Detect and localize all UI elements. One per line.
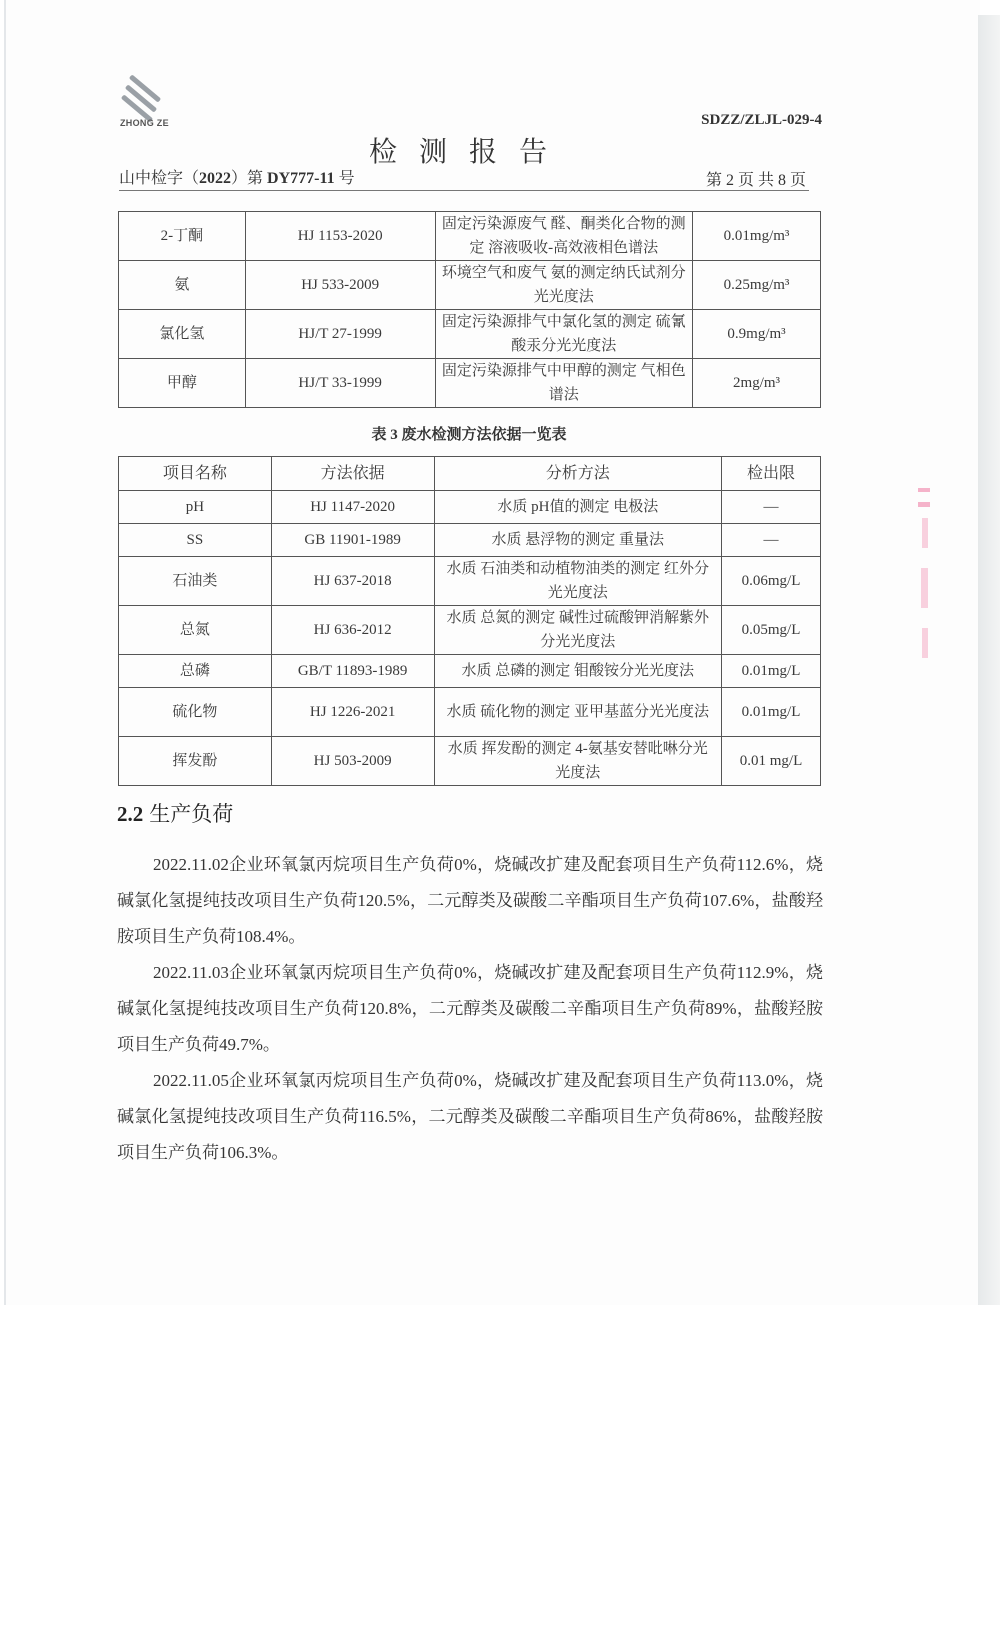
cell-method: 固定污染源废气 醛、酮类化合物的测定 溶液吸收-高效液相色谱法 <box>435 212 693 261</box>
cell-standard: HJ/T 33-1999 <box>245 359 435 408</box>
header-method: 分析方法 <box>434 457 722 491</box>
cell-method: 水质 硫化物的测定 亚甲基蓝分光光度法 <box>434 688 722 737</box>
paragraph-2022-11-02: 2022.11.02企业环氧氯丙烷项目生产负荷0%，烧碱改扩建及配套项目生产负荷112.6%，烧碱氯化氢提纯技改项目生产负荷120.5%，二元醇类及碳酸二辛酯项目生产负荷107.6%，盐酸羟胺项目生产负荷108.4%。 <box>117 855 823 946</box>
section-number: 2.2 <box>117 802 144 826</box>
cell-method: 水质 总磷的测定 钼酸铵分光光度法 <box>434 655 722 688</box>
cell-item: 石油类 <box>119 557 272 606</box>
report-number-year: 2022 <box>199 170 232 187</box>
cell-standard: HJ 503-2009 <box>271 737 434 786</box>
table-row <box>119 557 821 606</box>
page-indicator: 第 2 页 共 8 页 <box>705 172 806 189</box>
report-number-code: DY777-11 <box>267 170 335 187</box>
cell-limit: 0.01mg/m³ <box>693 212 821 261</box>
cell-limit: 0.25mg/m³ <box>693 261 821 310</box>
report-number <box>119 165 355 188</box>
cell-limit: 2mg/m³ <box>693 359 821 408</box>
cell-method: 水质 pH值的测定 电极法 <box>434 491 722 524</box>
paragraph-2022-11-05: 2022.11.05企业环氧氯丙烷项目生产负荷0%，烧碱改扩建及配套项目生产负荷113.0%，烧碱氯化氢提纯技改项目生产负荷116.5%，二元醇类及碳酸二辛酯项目生产负荷86%，盐酸羟胺项目生产负荷106.3%。 <box>117 1071 823 1162</box>
cell-standard: HJ 636-2012 <box>271 606 434 655</box>
cell-item: 甲醇 <box>119 359 246 408</box>
report-number-prefix: 山中检字（ <box>119 170 200 187</box>
air-method-table-continued <box>118 211 821 408</box>
report-number-mid: ）第 <box>231 170 268 187</box>
page-title: 检测报告 <box>368 137 569 168</box>
page-edge-shadow <box>978 15 1000 1305</box>
table-row <box>119 212 821 261</box>
cell-item: 总氮 <box>119 606 272 655</box>
table-row <box>119 310 821 359</box>
cell-limit: 0.01 mg/L <box>722 737 821 786</box>
cell-limit: 0.06mg/L <box>722 557 821 606</box>
cell-method: 水质 挥发酚的测定 4-氨基安替吡啉分光光度法 <box>434 737 722 786</box>
cell-method: 固定污染源排气中氯化氢的测定 硫氰酸汞分光光度法 <box>435 310 693 359</box>
cell-limit: 0.01mg/L <box>722 688 821 737</box>
header-item: 项目名称 <box>119 457 272 491</box>
cell-item: pH <box>119 491 272 524</box>
cell-item: SS <box>119 524 272 557</box>
table-header-row <box>119 457 821 491</box>
cell-item: 氯化氢 <box>119 310 246 359</box>
cell-item: 氨 <box>119 261 246 310</box>
cell-item: 挥发酚 <box>119 737 272 786</box>
cell-limit: 0.05mg/L <box>722 606 821 655</box>
cell-standard: HJ 1153-2020 <box>245 212 435 261</box>
cell-standard: HJ 637-2018 <box>271 557 434 606</box>
cell-standard: HJ 1226-2021 <box>271 688 434 737</box>
section-heading <box>117 798 233 828</box>
table-row <box>119 491 821 524</box>
cell-limit: 0.9mg/m³ <box>693 310 821 359</box>
cell-item: 2-丁酮 <box>119 212 246 261</box>
cell-item: 总磷 <box>119 655 272 688</box>
cell-limit: — <box>722 524 821 557</box>
document-code: SDZZ/ZLJL-029-4 <box>701 112 822 128</box>
section-title-text: 生产负荷 <box>149 802 234 826</box>
cell-standard: HJ 533-2009 <box>245 261 435 310</box>
cell-item: 硫化物 <box>119 688 272 737</box>
header-standard: 方法依据 <box>271 457 434 491</box>
cell-standard: HJ/T 27-1999 <box>245 310 435 359</box>
table-row <box>119 261 821 310</box>
table-row <box>119 606 821 655</box>
paragraph-2022-11-03: 2022.11.03企业环氧氯丙烷项目生产负荷0%，烧碱改扩建及配套项目生产负荷112.9%，烧碱氯化氢提纯技改项目生产负荷120.8%，二元醇类及碳酸二辛酯项目生产负荷89%，盐酸羟胺项目生产负荷49.7%。 <box>117 963 823 1054</box>
table-row <box>119 524 821 557</box>
cell-limit: 0.01mg/L <box>722 655 821 688</box>
header-limit: 检出限 <box>722 457 821 491</box>
cell-standard: GB 11901-1989 <box>271 524 434 557</box>
cell-limit: — <box>722 491 821 524</box>
table-row <box>119 737 821 786</box>
cell-method: 环境空气和废气 氨的测定纳氏试剂分光光度法 <box>435 261 693 310</box>
table-row <box>119 688 821 737</box>
report-number-suffix: 号 <box>334 170 355 187</box>
cell-standard: GB/T 11893-1989 <box>271 655 434 688</box>
table-row <box>119 655 821 688</box>
header-divider <box>119 190 809 191</box>
table-row <box>119 359 821 408</box>
cell-method: 水质 悬浮物的测定 重量法 <box>434 524 722 557</box>
table3-caption: 表 3 废水检测方法依据一览表 <box>371 427 567 443</box>
logo-text: ZHONG ZE <box>120 118 169 128</box>
cell-method: 水质 石油类和动植物油类的测定 红外分光光度法 <box>434 557 722 606</box>
wastewater-method-table <box>118 456 821 786</box>
seal-stamp-icon <box>918 488 932 668</box>
cell-method: 固定污染源排气中甲醇的测定 气相色谱法 <box>435 359 693 408</box>
cell-standard: HJ 1147-2020 <box>271 491 434 524</box>
cell-method: 水质 总氮的测定 碱性过硫酸钾消解紫外分光光度法 <box>434 606 722 655</box>
